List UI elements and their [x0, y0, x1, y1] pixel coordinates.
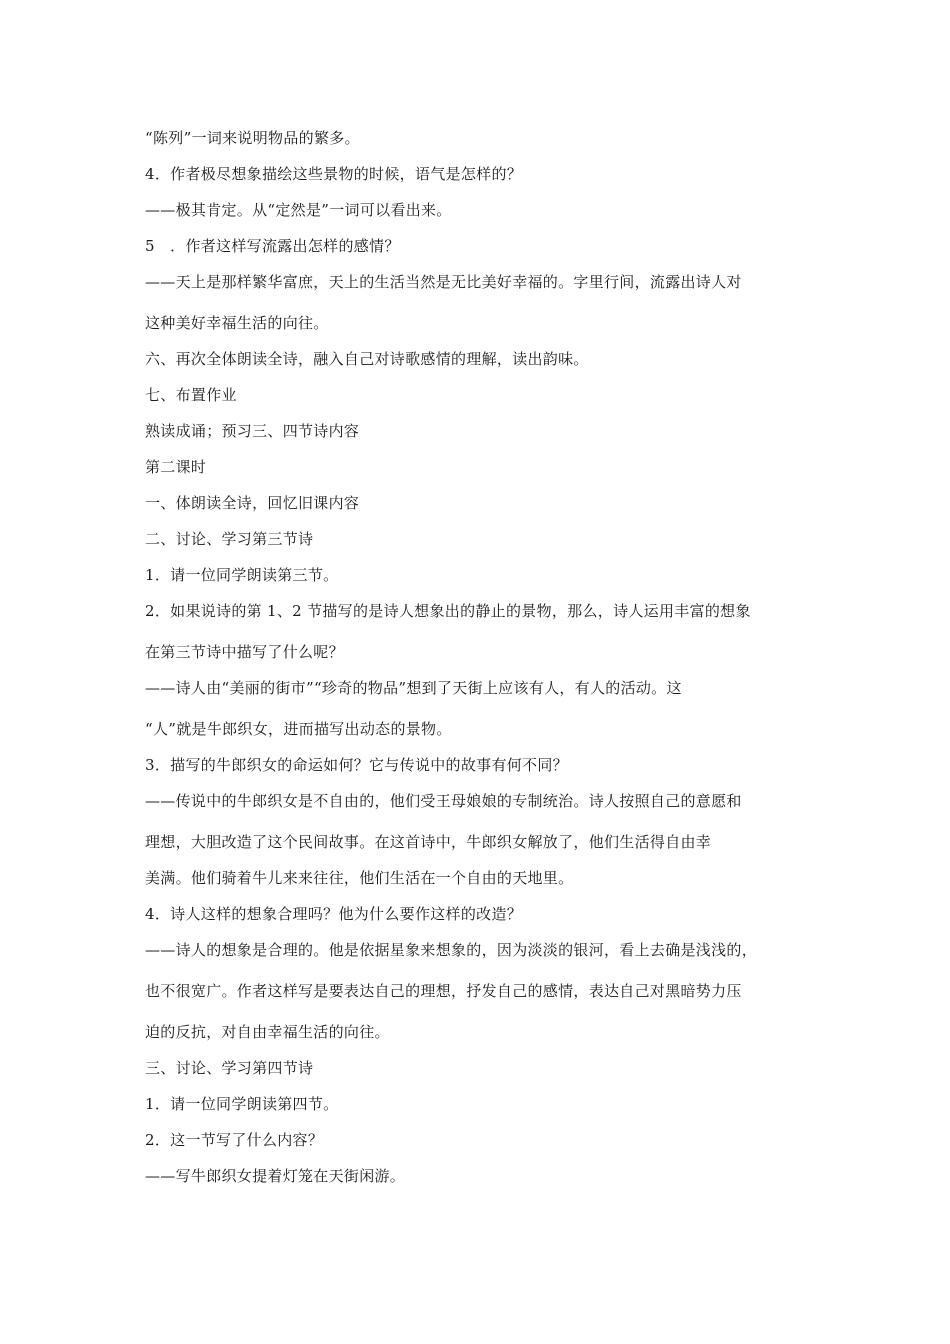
text-line: “人”就是牛郎织女，进而描写出动态的景物。: [145, 720, 452, 738]
text-line: 三、讨论、学习第四节诗: [145, 1059, 314, 1077]
text-line: 在第三节诗中描写了什么呢？: [145, 643, 344, 661]
text-line: 六、再次全体朗读全诗，融入自己对诗歌感情的理解，读出韵味。: [145, 350, 589, 368]
text-line: “陈列”一词来说明物品的繁多。: [145, 129, 360, 147]
text-line: ——诗人的想象是合理的。他是依据星象来想象的，因为淡淡的银河，看上去确是浅浅的，: [145, 941, 758, 959]
text-line: 第二课时: [145, 458, 207, 476]
text-line: ——写牛郎织女提着灯笼在天街闲游。: [145, 1167, 406, 1185]
text-line: 七、布置作业: [145, 386, 237, 404]
text-line: 理想，大胆改造了这个民间故事。在这首诗中，牛郎织女解放了，他们生活得自由幸: [145, 833, 712, 851]
text-line: 二、讨论、学习第三节诗: [145, 530, 314, 548]
text-line: ——天上是那样繁华富庶，天上的生活当然是无比美好幸福的。字里行间，流露出诗人对: [145, 273, 742, 291]
text-line: 熟读成诵；预习三、四节诗内容: [145, 422, 360, 440]
text-line: 也不很宽广。作者这样写是要表达自己的理想，抒发自己的感情，表达自己对黑暗势力压: [145, 982, 742, 1000]
text-line: 3．描写的牛郎织女的命运如何？它与传说中的故事有何不同？: [145, 756, 568, 774]
text-line: 2．这一节写了什么内容？: [145, 1131, 324, 1149]
text-line: ——传说中的牛郎织女是不自由的，他们受王母娘娘的专制统治。诗人按照自己的意愿和: [145, 792, 742, 810]
text-line: 5 ．作者这样写流露出怎样的感情？: [145, 237, 400, 255]
text-line: 这种美好幸福生活的向往。: [145, 314, 329, 332]
text-line: 美满。他们骑着牛儿来来往往，他们生活在一个自由的天地里。: [145, 869, 574, 887]
text-line: 1．请一位同学朗读第四节。: [145, 1095, 339, 1113]
text-line: 4．作者极尽想象描绘这些景物的时候，语气是怎样的？: [145, 165, 523, 183]
text-line: ——诗人由“美丽的街市”“珍奇的物品”想到了天街上应该有人，有人的活动。这: [145, 679, 682, 697]
text-line: 4．诗人这样的想象合理吗？他为什么要作这样的改造？: [145, 905, 523, 923]
text-line: 一、体朗读全诗，回忆旧课内容: [145, 494, 360, 512]
text-line: 迫的反抗，对自由幸福生活的向往。: [145, 1023, 390, 1041]
text-line: 1．请一位同学朗读第三节。: [145, 566, 339, 584]
text-line: 2．如果说诗的第 1、2 节描写的是诗人想象出的静止的景物，那么，诗人运用丰富的想象: [145, 602, 751, 620]
text-line: ——极其肯定。从“定然是”一词可以看出来。: [145, 201, 452, 219]
